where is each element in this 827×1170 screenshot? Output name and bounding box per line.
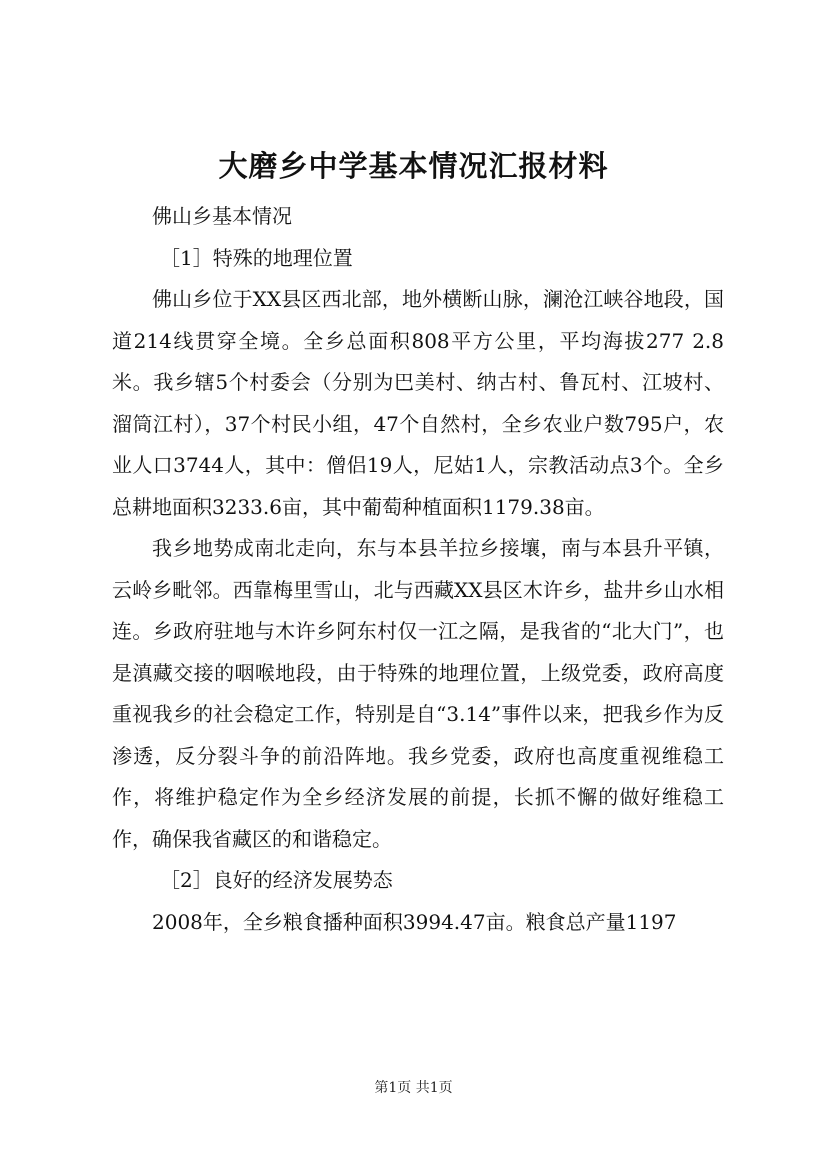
paragraph-location: 佛山乡位于XX县区西北部，地外横断山脉，澜沧江峡谷地段，国道214线贯穿全境。全乡总面积808平方公里，平均海拔277 2.8米。我乡辖5个村委会（分别为巴美村、纳古村、鲁瓦村、江坡村、溜筒江村），37个村民小组，47个自然村，全乡农业户数795户，农业人口3744人，其中：僧侣19人，尼姑1人，宗教活动点3个。全乡总耕地面积3233.6亩，其中葡萄种植面积1179.38亩。: [112, 287, 724, 519]
paragraph-terrain: 我乡地势成南北走向，东与本县羊拉乡接壤，南与本县升平镇，云岭乡毗邻。西靠梅里雪山，北与西藏XX县区木许乡，盐井乡山水相连。乡政府驻地与木许乡阿东村仅一江之隔，是我省的“北大门”，也是滇藏交接的咽喉地段，由于特殊的地理位置，上级党委，政府高度重视我乡的社会稳定工作，特别是自“3.14”事件以来，把我乡作为反渗透，反分裂斗争的前沿阵地。我乡党委，政府也高度重视维稳工作，将维护稳定作为全乡经济发展的前提，长抓不懈的做好维稳工作，确保我省藏区的和谐稳定。: [112, 536, 724, 851]
paragraph-subtitle: 佛山乡基本情况: [152, 204, 292, 228]
document-body: [112, 196, 724, 943]
page-footer: 第1页 共1页: [374, 1080, 453, 1096]
document-title: 大磨乡中学基本情况汇报材料: [218, 149, 609, 183]
section-heading-economy: ［2］良好的经济发展势态: [160, 868, 393, 892]
section-heading-geography: ［1］特殊的地理位置: [160, 245, 353, 270]
paragraph-economy: 2008年，全乡粮食播种面积3994.47亩。粮食总产量1197: [152, 909, 677, 934]
